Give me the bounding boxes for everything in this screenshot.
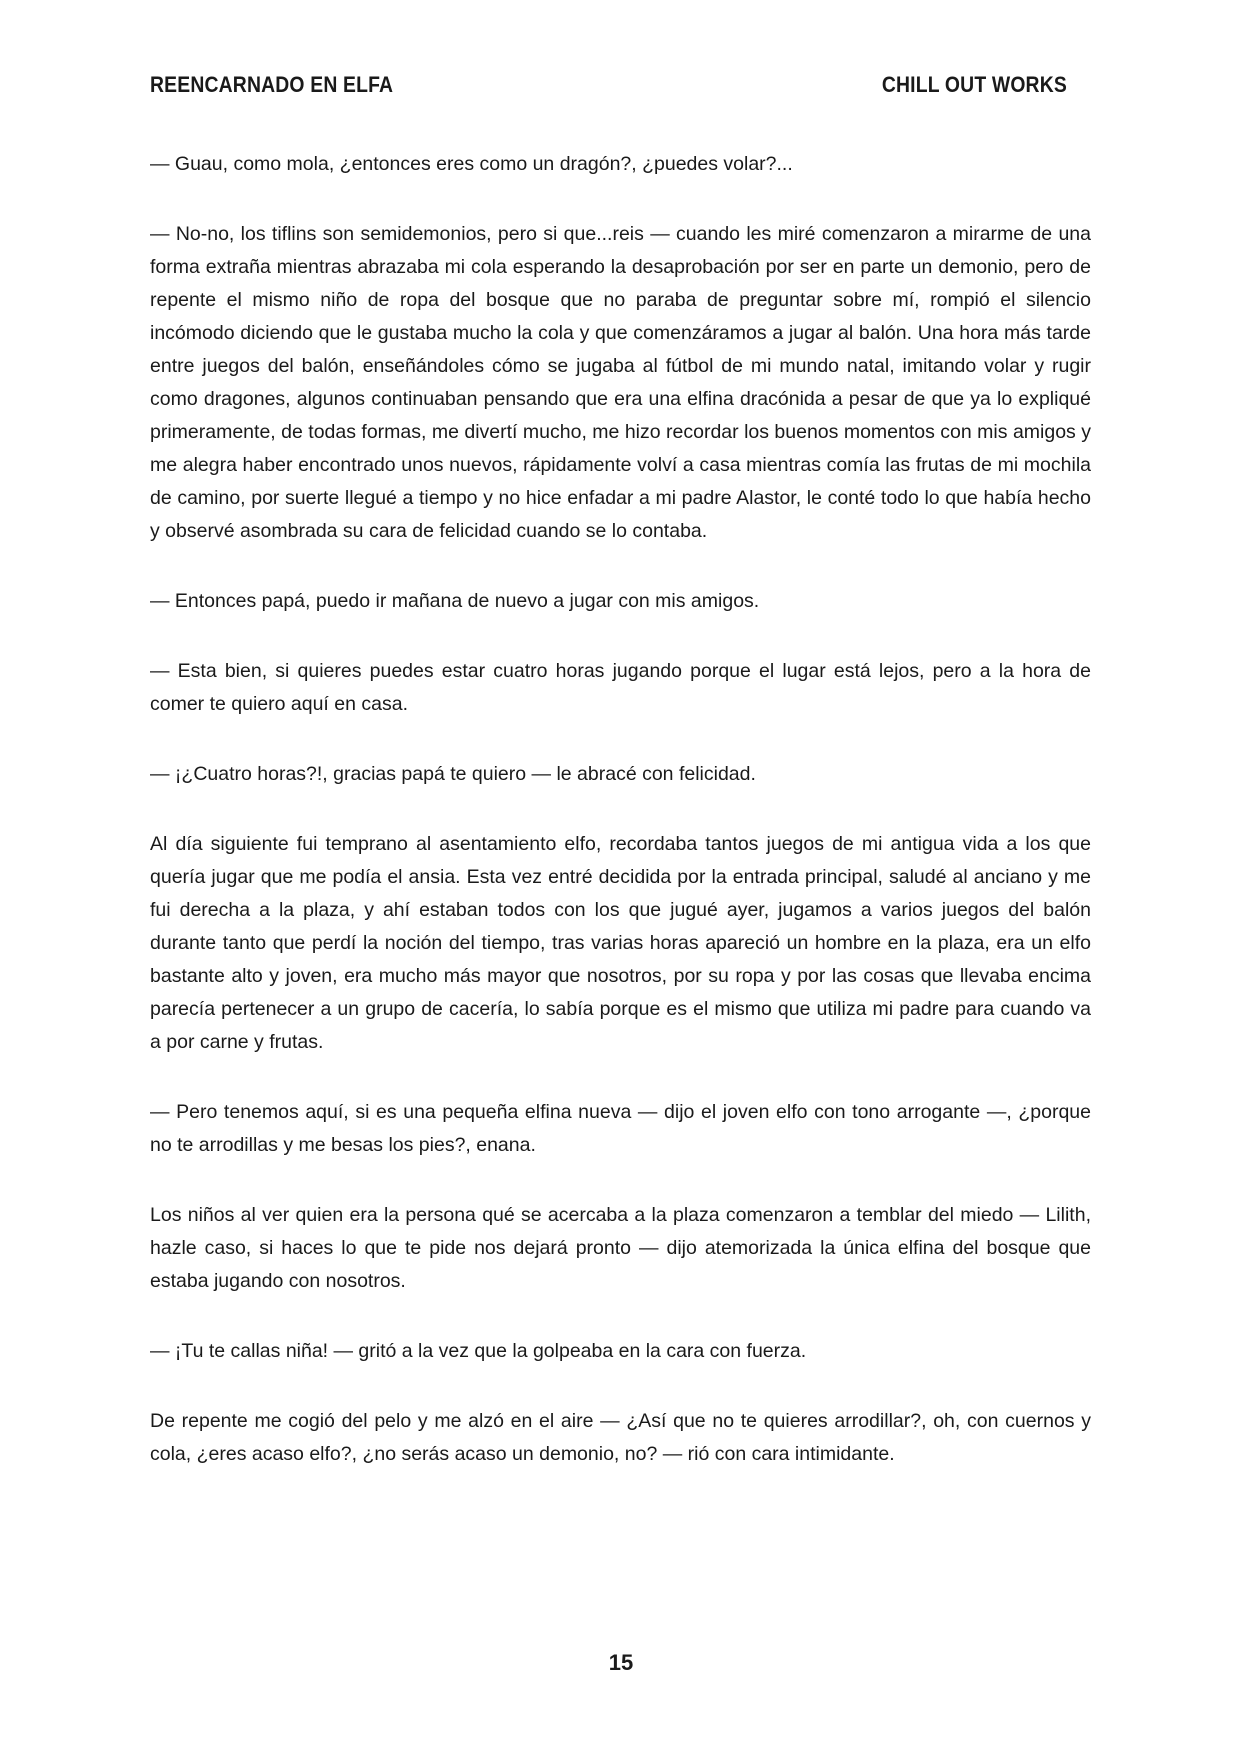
paragraph: — Entonces papá, puedo ir mañana de nuevo a jugar con mis amigos. [150, 590, 760, 612]
paragraph: — ¡¿Cuatro horas?!, gracias papá te quiero — le abracé con felicidad. [150, 763, 756, 785]
paragraph: — Esta bien, si quieres puedes estar cuatro horas jugando porque el lugar está lejos, pero a la hora de comer te quiero aquí en casa. [150, 660, 1091, 715]
paragraph: — No-no, los tiflins son semidemonios, pero si que...reis — cuando les miré comenzaron a mirarme de una forma extraña mientras abrazaba mi cola esperando la desaprobación por ser en parte un demonio, pero de repente el mismo niño de ropa del bosque que no paraba de preguntar sobre mí, rompió el silencio incómodo diciendo que le gustaba mucho la cola y que comenzáramos a jugar al balón. Una hora más tarde entre juegos del balón, enseñándoles cómo se jugaba al fútbol de mi mundo natal, imitando volar y rugir como dragones, algunos continuaban pensando que era una elfina dracónida a pesar de que ya lo expliqué primeramente, de todas formas, me divertí mucho, me hizo recordar los buenos momentos con mis amigos y me alegra haber encontrado unos nuevos, rápidamente volví a casa mientras comía las frutas de mi mochila de camino, por suerte llegué a tiempo y no hice enfadar a mi padre Alastor, le conté todo lo que había hecho y observé asombrada su cara de felicidad cuando se lo contaba. [150, 223, 1091, 542]
paragraph: — Pero tenemos aquí, si es una pequeña elfina nueva — dijo el joven elfo con tono arrogante —, ¿porque no te arrodillas y me besas los pies?, enana. [150, 1101, 1091, 1156]
publisher-name: CHILL OUT WORKS [881, 72, 1067, 97]
paragraph: De repente me cogió del pelo y me alzó en el aire — ¿Así que no te quieres arrodillar?, oh, con cuernos y cola, ¿eres acaso elfo?, ¿no serás acaso un demonio, no? — rió con cara intimidante. [150, 1410, 1091, 1465]
book-title: REENCARNADO EN ELFA [150, 72, 394, 97]
running-header [150, 72, 1067, 98]
paragraph: Al día siguiente fui temprano al asentamiento elfo, recordaba tantos juegos de mi antigua vida a los que quería jugar que me podía el ansia. Esta vez entré decidida por la entrada principal, saludé al anciano y me fui derecha a la plaza, y ahí estaban todos con los que jugué ayer, jugamos a varios juegos del balón durante tanto que perdí la noción del tiempo, tras varias horas apareció un hombre en la plaza, era un elfo bastante alto y joven, era mucho más mayor que nosotros, por su ropa y por las cosas que llevaba encima parecía pertenecer a un grupo de cacería, lo sabía porque es el mismo que utiliza mi padre para cuando va a por carne y frutas. [150, 833, 1091, 1053]
body-text [150, 148, 1091, 1508]
page-number: 15 [608, 1650, 634, 1675]
paragraph: Los niños al ver quien era la persona qué se acercaba a la plaza comenzaron a temblar del miedo — Lilith, hazle caso, si haces lo que te pide nos dejará pronto — dijo atemorizada la única elfina del bosque que estaba jugando con nosotros. [150, 1204, 1091, 1292]
paragraph: — Guau, como mola, ¿entonces eres como un dragón?, ¿puedes volar?... [150, 153, 793, 175]
paragraph: — ¡Tu te callas niña! — gritó a la vez que la golpeaba en la cara con fuerza. [150, 1340, 807, 1362]
